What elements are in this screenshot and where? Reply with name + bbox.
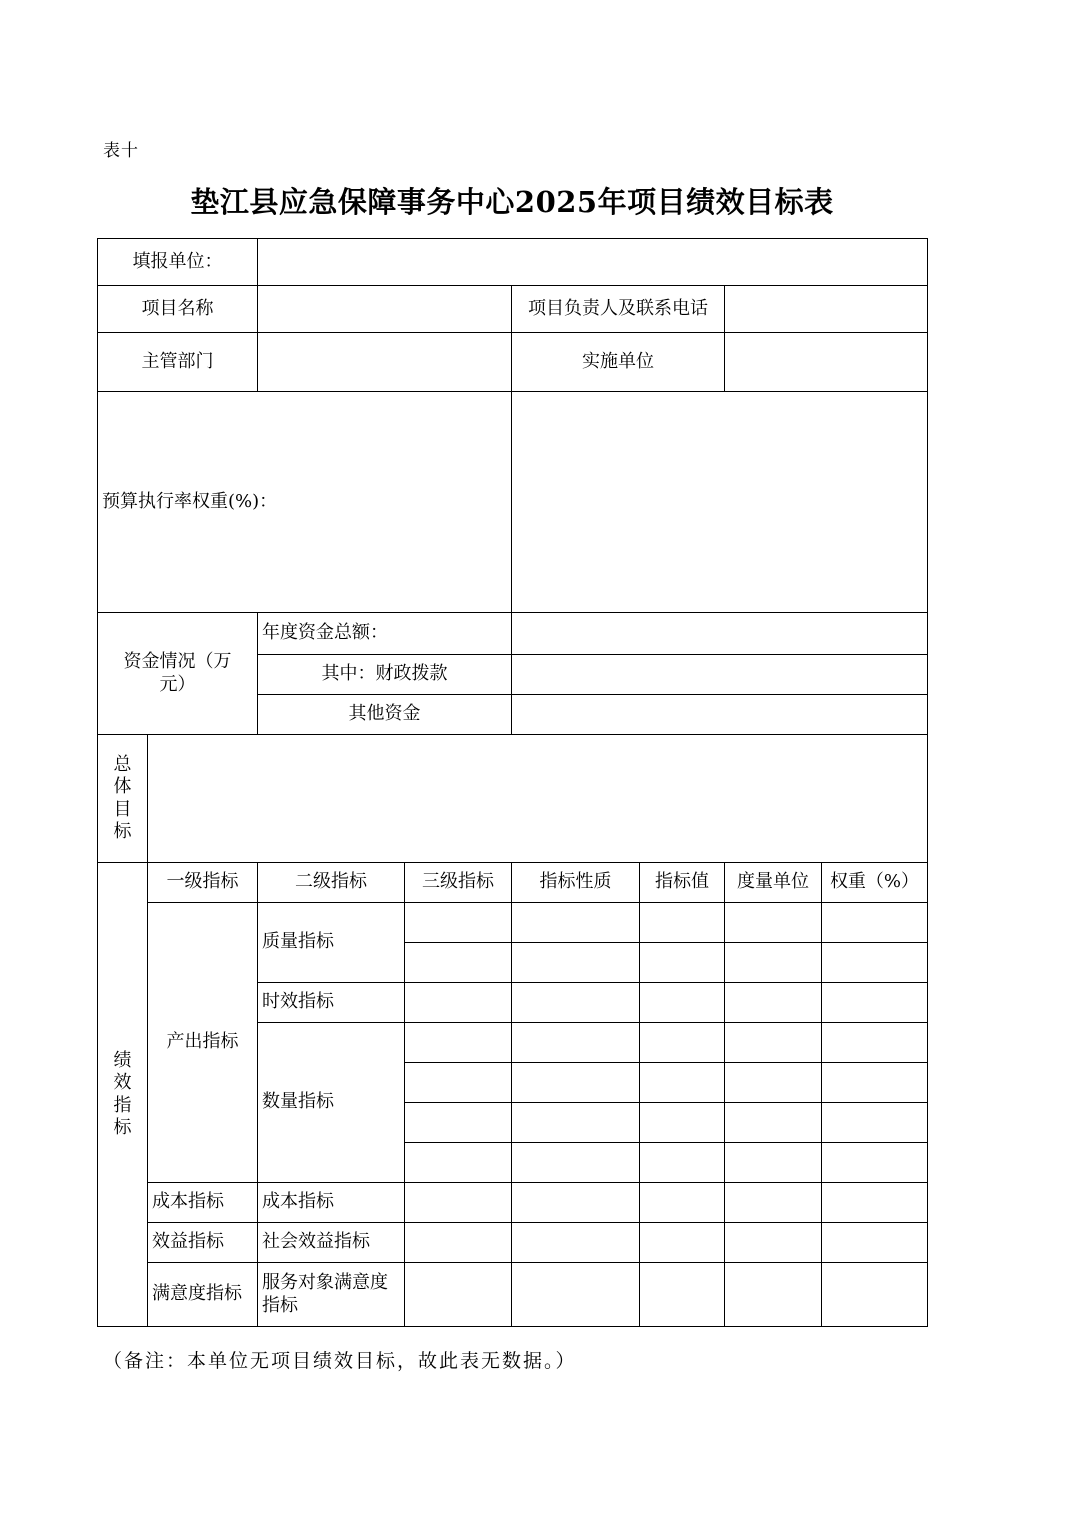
vertical-char: 标 — [113, 821, 132, 842]
funding-label: 资金情况（万元） — [98, 613, 258, 735]
vertical-char: 总 — [113, 753, 132, 775]
budget-weight-label: 预算执行率权重(%)： — [98, 392, 512, 613]
project-lead-label: 项目负责人及联系电话 — [512, 286, 725, 333]
cell[interactable] — [405, 1023, 512, 1063]
cell[interactable] — [640, 1263, 725, 1327]
cell[interactable] — [405, 1103, 512, 1143]
annual-total-value[interactable] — [512, 613, 928, 655]
cell[interactable] — [405, 903, 512, 943]
cell[interactable] — [512, 1143, 640, 1183]
quantity-indicator: 数量指标 — [258, 1023, 405, 1183]
vertical-text — [102, 1050, 143, 1140]
annual-total-label: 年度资金总额： — [258, 613, 512, 655]
performance-indicators-label — [98, 863, 148, 1327]
supervising-dept-label: 主管部门 — [98, 333, 258, 392]
header-level3: 三级指标 — [405, 863, 512, 903]
cell[interactable] — [725, 983, 822, 1023]
cell[interactable] — [822, 1063, 928, 1103]
cell[interactable] — [725, 1183, 822, 1223]
cell[interactable] — [640, 1023, 725, 1063]
cell[interactable] — [405, 1143, 512, 1183]
header-nature: 指标性质 — [512, 863, 640, 903]
cell[interactable] — [640, 1103, 725, 1143]
cell[interactable] — [640, 1223, 725, 1263]
fiscal-allocation-label: 其中：财政拨款 — [258, 655, 512, 695]
footnote: （备注：本单位无项目绩效目标，故此表无数据。） — [103, 1350, 577, 1372]
header-value: 指标值 — [640, 863, 725, 903]
cell[interactable] — [725, 1223, 822, 1263]
satisfaction-indicator-l1: 满意度指标 — [148, 1263, 258, 1327]
fill-unit-label: 填报单位： — [98, 239, 258, 286]
cell[interactable] — [512, 983, 640, 1023]
supervising-dept-value[interactable] — [258, 333, 512, 392]
cell[interactable] — [822, 1103, 928, 1143]
cell[interactable] — [512, 1223, 640, 1263]
vertical-char: 标 — [113, 1117, 132, 1138]
vertical-char: 绩 — [113, 1049, 132, 1071]
cost-indicator-l2: 成本指标 — [258, 1183, 405, 1223]
cell[interactable] — [640, 943, 725, 983]
project-lead-value[interactable] — [725, 286, 928, 333]
cell[interactable] — [725, 1063, 822, 1103]
cell[interactable] — [725, 1263, 822, 1327]
cell[interactable] — [640, 1183, 725, 1223]
overall-goal-label — [98, 735, 148, 863]
cell[interactable] — [405, 943, 512, 983]
cell[interactable] — [822, 943, 928, 983]
header-weight: 权重（%） — [822, 863, 928, 903]
implementing-unit-label: 实施单位 — [512, 333, 725, 392]
header-unit: 度量单位 — [725, 863, 822, 903]
cell[interactable] — [512, 943, 640, 983]
cell[interactable] — [405, 1223, 512, 1263]
cost-indicator-l1: 成本指标 — [148, 1183, 258, 1223]
output-indicator: 产出指标 — [148, 903, 258, 1183]
budget-weight-value[interactable] — [512, 392, 928, 613]
cell[interactable] — [725, 943, 822, 983]
satisfaction-indicator-l2: 服务对象满意度指标 — [258, 1263, 405, 1327]
header-level1: 一级指标 — [148, 863, 258, 903]
page-title: 垫江县应急保障事务中心2025年项目绩效目标表 — [190, 185, 834, 219]
vertical-char: 效 — [113, 1072, 132, 1093]
fiscal-allocation-value[interactable] — [512, 655, 928, 695]
cell[interactable] — [405, 1183, 512, 1223]
vertical-char: 体 — [113, 776, 132, 797]
timeliness-indicator: 时效指标 — [258, 983, 405, 1023]
cell[interactable] — [822, 1183, 928, 1223]
other-funds-value[interactable] — [512, 695, 928, 735]
cell[interactable] — [822, 983, 928, 1023]
vertical-text — [102, 754, 143, 844]
fill-unit-value[interactable] — [258, 239, 928, 286]
cell[interactable] — [725, 1103, 822, 1143]
project-name-value[interactable] — [258, 286, 512, 333]
project-name-label: 项目名称 — [98, 286, 258, 333]
cell[interactable] — [640, 1063, 725, 1103]
other-funds-label: 其他资金 — [258, 695, 512, 735]
vertical-char: 指 — [113, 1094, 132, 1116]
cell[interactable] — [512, 1103, 640, 1143]
cell[interactable] — [822, 903, 928, 943]
cell[interactable] — [640, 1143, 725, 1183]
benefit-indicator-l2: 社会效益指标 — [258, 1223, 405, 1263]
cell[interactable] — [822, 1223, 928, 1263]
cell[interactable] — [640, 983, 725, 1023]
cell[interactable] — [512, 1263, 640, 1327]
vertical-char: 目 — [113, 798, 132, 820]
cell[interactable] — [822, 1263, 928, 1327]
quality-indicator: 质量指标 — [258, 903, 405, 983]
cell[interactable] — [725, 1143, 822, 1183]
cell[interactable] — [512, 903, 640, 943]
cell[interactable] — [640, 903, 725, 943]
cell[interactable] — [405, 983, 512, 1023]
overall-goal-value[interactable] — [148, 735, 928, 863]
cell[interactable] — [512, 1023, 640, 1063]
cell[interactable] — [512, 1183, 640, 1223]
cell[interactable] — [405, 1063, 512, 1103]
cell[interactable] — [822, 1023, 928, 1063]
cell[interactable] — [512, 1063, 640, 1103]
implementing-unit-value[interactable] — [725, 333, 928, 392]
performance-goal-table — [97, 238, 928, 1327]
table-label: 表十 — [103, 141, 139, 161]
cell[interactable] — [725, 903, 822, 943]
cell[interactable] — [822, 1143, 928, 1183]
header-level2: 二级指标 — [258, 863, 405, 903]
benefit-indicator-l1: 效益指标 — [148, 1223, 258, 1263]
cell[interactable] — [725, 1023, 822, 1063]
cell[interactable] — [405, 1263, 512, 1327]
